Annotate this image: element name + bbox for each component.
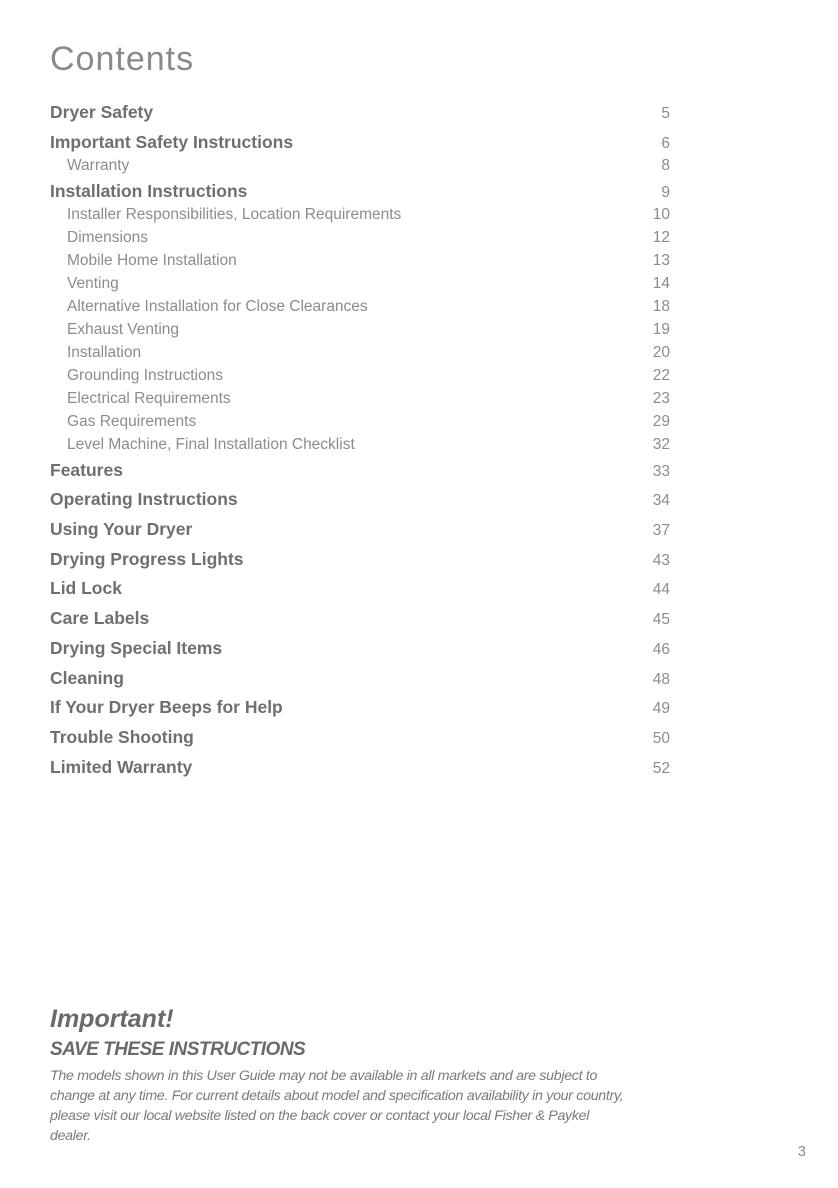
- toc-subsection: [50, 387, 670, 410]
- toc-entry-label: Installation Instructions: [50, 180, 248, 201]
- toc-section: [50, 693, 670, 723]
- toc-entry-label: Care Labels: [50, 608, 150, 629]
- toc-entry-page: 32: [652, 435, 670, 453]
- toc-entry-page: 13: [652, 251, 670, 269]
- toc-section: [50, 723, 670, 753]
- toc-section: [50, 664, 670, 694]
- toc-section: [50, 545, 670, 575]
- toc-entry-page: 18: [652, 297, 670, 315]
- toc-entry-page: 20: [652, 343, 670, 361]
- toc-subsection: [50, 249, 670, 272]
- toc-entry-label: Limited Warranty: [50, 756, 193, 777]
- toc-entry-label: Installer Responsibilities, Location Requirements: [67, 205, 402, 223]
- toc-entry-label: Important Safety Instructions: [50, 131, 294, 152]
- toc-entry-page: 12: [652, 228, 670, 246]
- toc-section: [50, 131, 670, 154]
- toc-entry-label: Cleaning: [50, 667, 124, 688]
- toc-entry-label: Lid Lock: [50, 578, 122, 599]
- toc-section: [50, 180, 670, 203]
- toc-entry-label: Gas Requirements: [67, 412, 197, 430]
- page-title: Contents: [50, 40, 195, 78]
- toc-entry-label: Features: [50, 459, 123, 480]
- toc-entry-page: 46: [652, 640, 670, 658]
- toc-entry-label: Level Machine, Final Installation Checklist: [67, 435, 355, 453]
- toc-entry-label: Grounding Instructions: [67, 366, 223, 384]
- toc-entry-label: Mobile Home Installation: [67, 251, 237, 269]
- toc-entry-page: 44: [652, 581, 670, 599]
- table-of-contents: [50, 98, 670, 782]
- toc-entry-page: 49: [652, 700, 670, 718]
- toc-entry-page: 22: [652, 366, 670, 384]
- toc-entry-label: Operating Instructions: [50, 489, 238, 510]
- page-number: 3: [797, 1143, 806, 1160]
- toc-subsection: [50, 154, 670, 177]
- toc-entry-page: 14: [652, 274, 670, 292]
- toc-entry-page: 37: [652, 522, 670, 540]
- toc-subsection: [50, 295, 670, 318]
- toc-entry-label: If Your Dryer Beeps for Help: [50, 697, 283, 718]
- toc-section: [50, 634, 670, 664]
- toc-subsection: [50, 272, 670, 295]
- toc-entry-label: Installation: [67, 343, 142, 361]
- toc-entry-page: 43: [652, 551, 670, 569]
- toc-entry-page: 33: [652, 462, 670, 480]
- important-body-text: The models shown in this User Guide may not be available in all markets and are subject to change at any time. For current details about model and specification availability in your country, please visit our local website listed on the back cover or contact your local Fisher & Paykel dealer.: [50, 1068, 624, 1144]
- toc-section: [50, 753, 670, 783]
- important-heading: Important!: [50, 1005, 174, 1033]
- toc-entry-label: Alternative Installation for Close Clearances: [67, 297, 368, 315]
- toc-subsection: [50, 364, 670, 387]
- toc-entry-page: 8: [661, 156, 670, 174]
- toc-entry-page: 19: [652, 320, 670, 338]
- toc-section: [50, 574, 670, 604]
- toc-entry-label: Using Your Dryer: [50, 519, 193, 540]
- toc-entry-label: Trouble Shooting: [50, 726, 194, 747]
- toc-entry-page: 29: [652, 412, 670, 430]
- toc-subsection: [50, 318, 670, 341]
- toc-entry-page: 6: [661, 134, 670, 152]
- toc-entry-page: 34: [652, 492, 670, 510]
- toc-entry-label: Drying Progress Lights: [50, 548, 244, 569]
- toc-subsection: [50, 433, 670, 456]
- toc-entry-label: Dryer Safety: [50, 102, 154, 122]
- toc-entry-label: Electrical Requirements: [67, 389, 231, 407]
- toc-entry-page: 5: [661, 105, 670, 122]
- toc-subsection: [50, 226, 670, 249]
- toc-section: [50, 515, 670, 545]
- toc-subsection: [50, 410, 670, 433]
- toc-subsection: [50, 203, 670, 226]
- toc-entry-page: 23: [652, 389, 670, 407]
- toc-entry-label: Drying Special Items: [50, 637, 223, 658]
- save-instructions-heading: SAVE THESE INSTRUCTIONS: [50, 1039, 306, 1060]
- toc-entry-page: 9: [661, 183, 670, 201]
- toc-section: [50, 98, 670, 128]
- toc-section: [50, 485, 670, 515]
- toc-entry-label: Dimensions: [67, 228, 148, 246]
- toc-entry-page: 50: [652, 729, 670, 747]
- toc-entry-label: Venting: [67, 274, 119, 292]
- toc-entry-page: 45: [652, 611, 670, 629]
- toc-section: [50, 456, 670, 486]
- toc-entry-label: Warranty: [67, 156, 130, 174]
- toc-entry-page: 10: [652, 205, 670, 223]
- toc-section: [50, 604, 670, 634]
- important-notice: [50, 1002, 630, 1146]
- toc-entry-label: Exhaust Venting: [67, 320, 180, 338]
- toc-entry-page: 48: [652, 670, 670, 688]
- toc-subsection: [50, 341, 670, 364]
- toc-entry-page: 52: [652, 759, 670, 777]
